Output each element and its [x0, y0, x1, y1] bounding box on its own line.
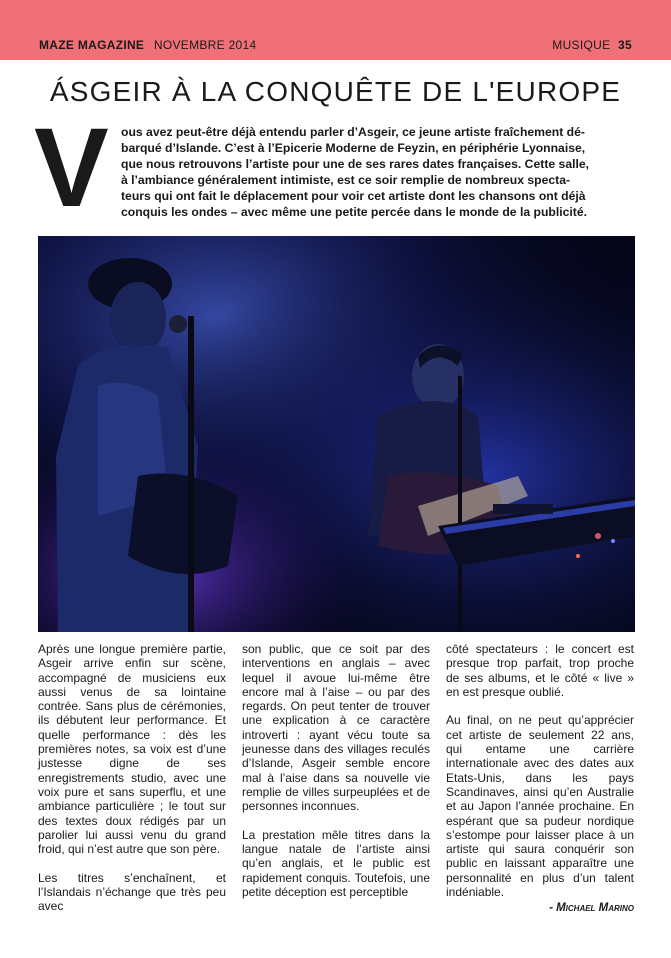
lead-line: que nous retrouvons l’artiste pour une de ses rares dates françaises. Cette salle,	[121, 156, 590, 171]
lead-line: conquis les ondes – avec même une petite percée dans le monde de la publicité.	[121, 204, 587, 219]
body-paragraph: son public, que ce soit par des interventions en anglais – avec lequel il avoue lui-même être encore mal à l’aise – ou par des regards. On peut tenter de trouver une explication à ce caractère introverti : ayant vécu toute sa jeunesse dans des villages reculés d’Islande, Asgeir semble encore mal à l’aise dans sa nouvelle vie remplie de villes surpeuplées et de personnes inconnues.	[242, 642, 430, 814]
section-name: MUSIQUE	[552, 38, 611, 52]
lead-line: ous avez peut-être déjà entendu parler d’Asgeir, ce jeune artiste fraîchement dé-	[121, 125, 585, 139]
section-label	[552, 38, 632, 52]
body-paragraph: Au final, on ne peut qu’apprécier cet artiste de seulement 22 ans, qui entame une carrière internationale avec des dates aux Etats-Unis, dans les pays Scandinaves, ainsi qu’en Australie et au Japon l’année prochaine. En espérant que sa pudeur nordique s’estompe pour laisser place à un artiste qui saura conquérir son public en laissant apparaître une personnalité en plus d’un talent indéniable.	[446, 713, 634, 900]
lead-paragraph	[121, 125, 635, 220]
article-column-3	[446, 642, 634, 916]
drop-cap: V	[34, 105, 109, 230]
concert-photo	[38, 236, 635, 632]
page-number: 35	[618, 38, 632, 52]
header-band	[0, 0, 671, 60]
body-paragraph: La prestation mêle titres dans la langue natale de l’artiste ainsi qu’en anglais, et le public est rapidement conquis. Toutefois, une petite déception est perceptible	[242, 827, 430, 900]
magazine-name: MAZE MAGAZINE	[39, 38, 145, 52]
masthead	[39, 38, 256, 52]
lead-line: barqué d’Islande. C’est à l’Epicerie Moderne de Feyzin, en périphérie Lyonnaise,	[121, 140, 586, 155]
lead-line: teurs qui ont fait le déplacement pour voir cet artiste dont les chansons ont déjà	[121, 188, 586, 203]
concert-photo-illustration	[38, 236, 635, 632]
body-paragraph: côté spectateurs : le concert est presque trop parfait, trop proche de ses albums, et le côté « live » en est presque oublié.	[446, 642, 634, 699]
article-column-2	[242, 642, 430, 914]
lead-line: à l’ambiance généralement intimiste, est ce soir remplie de nombreux spectа-	[121, 172, 571, 187]
body-paragraph: Après une longue première partie, Asgeir arrive enfin sur scène, accompagné de musiciens eux aussi venus de sa lointaine contrée. Sans plus de cérémonies, ils débutent leur performance. Et quelle performance : dès les premières notes, sa voix est d’une justesse digne de ses enregistrements studio, avec une voix pure et sans superflu, et une ambiance particulière ; le tout sur des textes doux rédigés par un parolier lui aussi venu du grand froid, qui n’est autre que son père.	[38, 642, 226, 857]
issue-date: NOVEMBRE 2014	[153, 38, 257, 52]
body-paragraph: Les titres s’enchaînent, et l’Islandais n’échange que très peu avec	[38, 870, 226, 914]
author-name: - Michael Marino	[549, 902, 634, 915]
article-title: ÁSGEIR À LA CONQUÊTE DE L'EUROPE	[49, 76, 622, 107]
author-signature	[446, 901, 634, 915]
article-column-1	[38, 642, 226, 928]
